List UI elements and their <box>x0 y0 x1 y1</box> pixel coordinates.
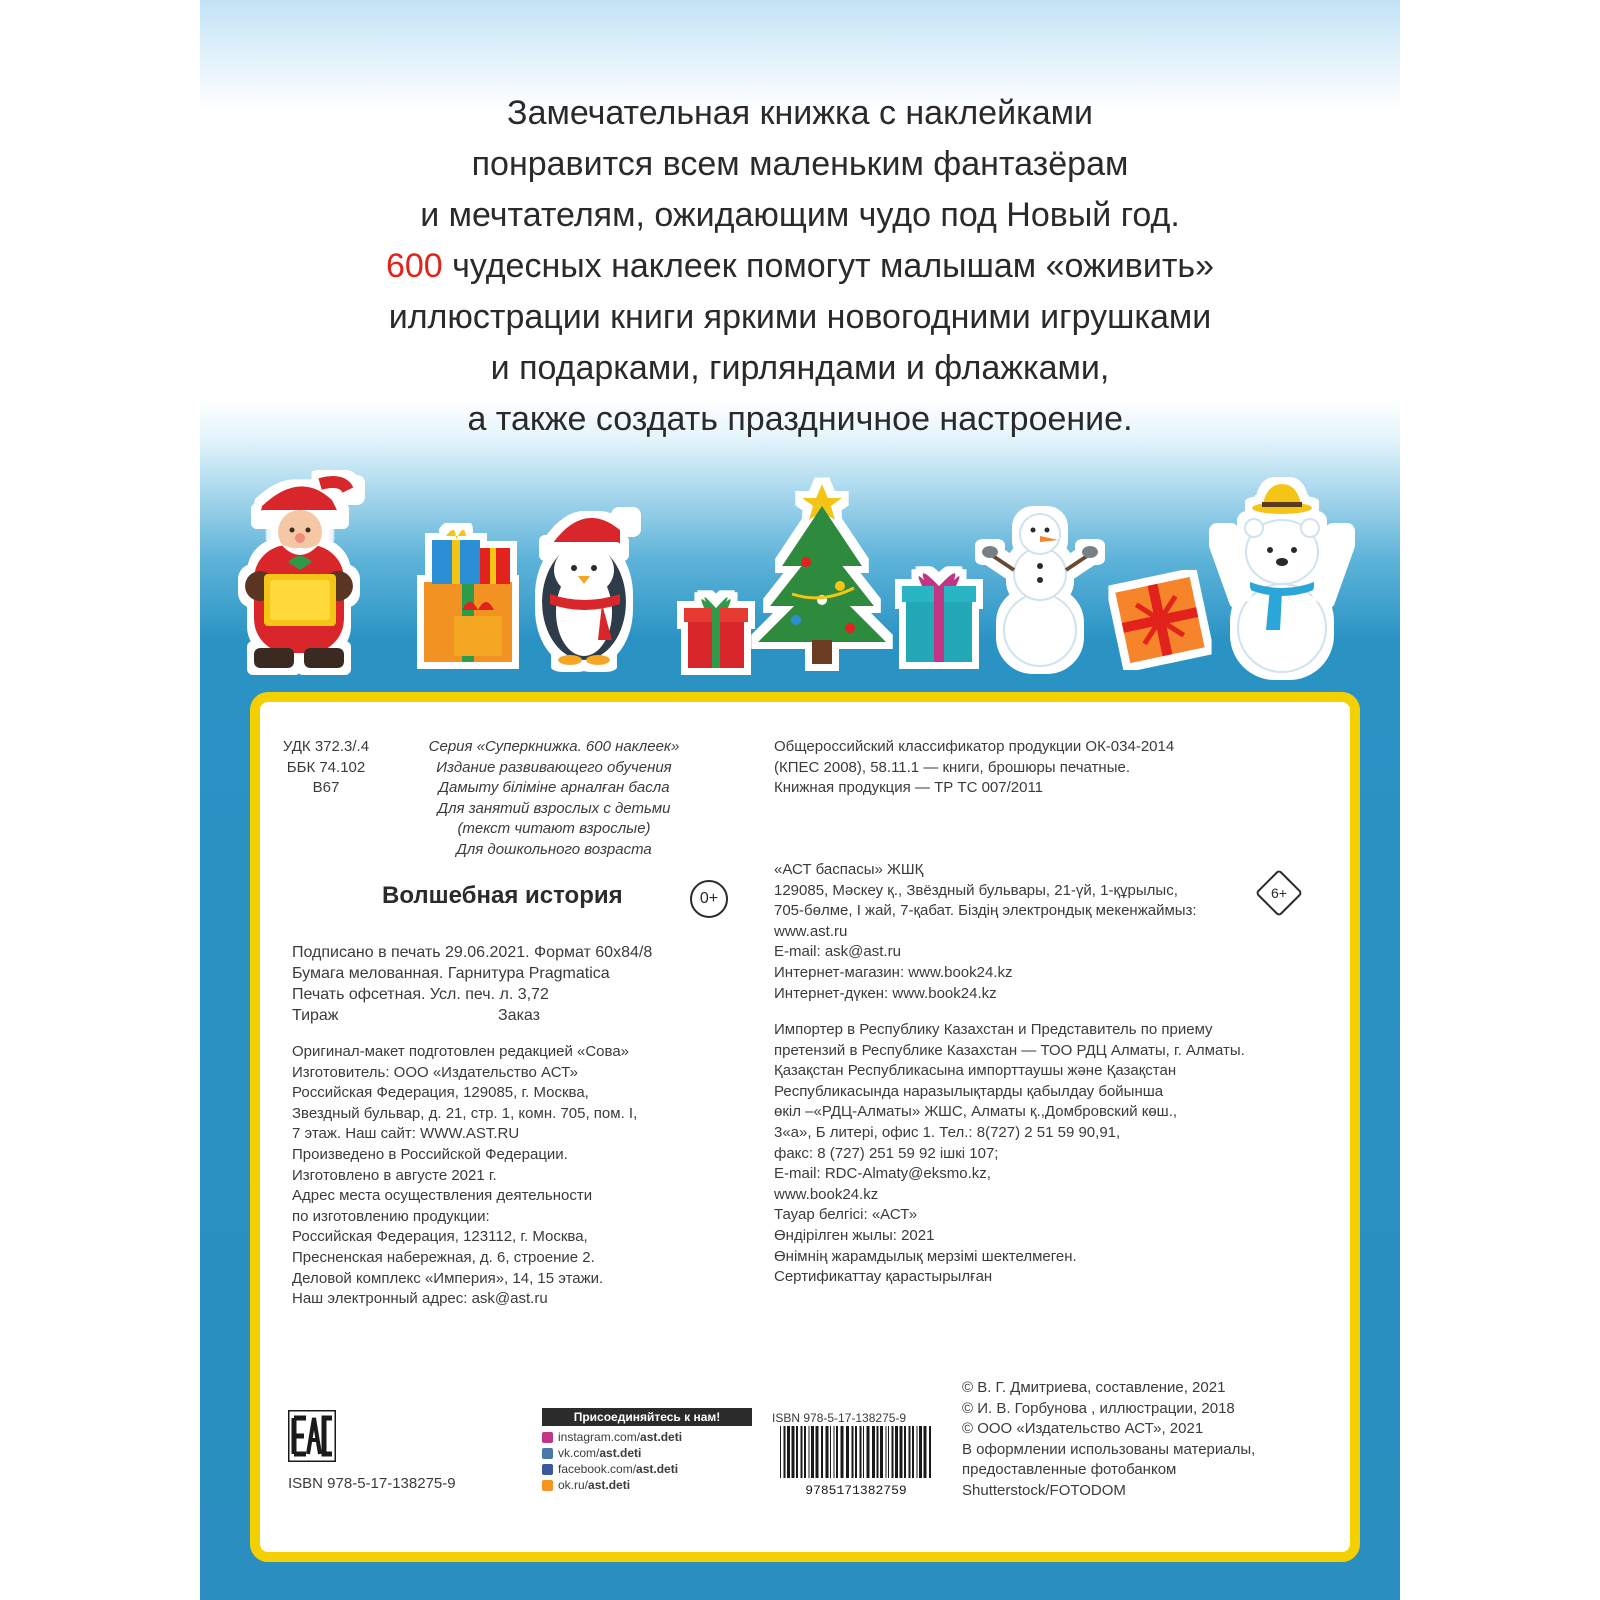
orange-gift-illustration <box>1115 577 1204 663</box>
barcode-bar <box>821 1426 823 1478</box>
intro-line: иллюстрации книги яркими новогодними игрушками <box>388 298 1212 336</box>
barcode-bar <box>852 1426 854 1478</box>
publisher-line: Изготовитель: ООО «Издательство АСТ» <box>292 1063 578 1081</box>
isbn-label: ISBN 978-5-17-138275-9 <box>288 1475 456 1492</box>
series-line: (текст читают взрослые) <box>457 820 651 838</box>
barcode-bar <box>816 1426 819 1478</box>
barcode-bar <box>792 1426 795 1478</box>
series-line: Серия «Суперкнижка. 600 наклеек» <box>428 738 680 755</box>
kz-publisher-line: «АСТ баспасы» ЖШҚ <box>774 861 924 878</box>
intro-line: а также создать праздничное настроение. <box>467 400 1133 438</box>
copyright-line: Shutterstock/FOTODOM <box>962 1481 1126 1499</box>
barcode-digits: 9785171382759 <box>805 1483 907 1496</box>
kz-publisher-line: www.ast.ru <box>774 922 848 940</box>
publisher-line: Российская Федерация, 129085, г. Москва, <box>292 1084 589 1102</box>
barcode-bar <box>834 1426 835 1478</box>
importer-line: 3«а», Б литері, офис 1. Тел.: 8(727) 2 51 59 90,91, <box>774 1123 1121 1141</box>
publisher-line: Изготовлено в августе 2021 г. <box>292 1166 497 1184</box>
publisher-line: Произведено в Российской Федерации. <box>292 1145 568 1163</box>
barcode-bar <box>804 1426 806 1478</box>
publisher-line: Российская Федерация, 123112, г. Москва, <box>292 1228 588 1246</box>
kz-publisher-line: Интернет-магазин: www.book24.kz <box>774 963 1013 981</box>
publisher-line: Звездный бульвар, д. 21, стр. 1, комн. 705, пом. I, <box>292 1104 638 1122</box>
publisher-line: Адрес места осуществления деятельности <box>292 1187 593 1205</box>
barcode-bar <box>929 1426 931 1478</box>
penguin-illustration <box>542 514 634 665</box>
kz-publisher-line: 129085, Мәскеу қ., Звёздный бульвары, 21-үй, 1-құрылыс, <box>774 881 1178 899</box>
product-classifier <box>774 737 1174 799</box>
series-line: Издание развивающего обучения <box>436 758 672 776</box>
barcode-bar <box>880 1426 883 1478</box>
print-line: Бумага мелованная. Гарнитура Pragmatica <box>292 965 610 982</box>
importer-info <box>774 1020 1245 1288</box>
social-header: Присоединяйтесь к нам! <box>542 1408 752 1426</box>
intro-line: понравится всем маленьким фантазёрам <box>471 145 1129 183</box>
barcode-bar <box>904 1426 906 1478</box>
kz-publisher-info <box>774 860 1197 1004</box>
imprint-panel <box>250 692 1360 1562</box>
importer-line: Сертификаттау қарастырылған <box>774 1268 993 1286</box>
social-handle: ast.deti <box>640 1430 683 1444</box>
importer-line: Импортер в Республику Казахстан и Представитель по приему <box>774 1021 1213 1038</box>
santa-illustration <box>245 482 358 668</box>
barcode-bar <box>900 1426 903 1478</box>
barcode-bar <box>830 1426 831 1478</box>
print-run-line <box>292 1005 652 1026</box>
intro-line: Замечательная книжка с наклейками <box>507 94 1093 132</box>
barcode-isbn-label: ISBN 978-5-17-138275-9 <box>772 1411 907 1425</box>
importer-line: Өнімнің жарамдылық мерзімі шектелмеген. <box>774 1247 1077 1265</box>
barcode-bar <box>924 1426 927 1478</box>
print-line: Печать офсетная. Усл. печ. л. 3,72 <box>292 986 549 1003</box>
importer-line: Қазақстан Республикасына импорттаушы және Қазақстан <box>774 1062 1177 1080</box>
social-link-instagram[interactable] <box>542 1429 752 1445</box>
barcode-bar <box>801 1426 803 1478</box>
print-run-label: Тираж <box>292 1007 339 1024</box>
importer-line: факс: 8 (727) 251 59 92 ішкі 107; <box>774 1144 999 1162</box>
social-site: facebook.com/ <box>558 1462 637 1476</box>
barcode-bar <box>867 1426 870 1478</box>
christmas-tree-illustration <box>758 484 886 664</box>
ok-icon <box>542 1480 553 1491</box>
barcode <box>776 1424 936 1496</box>
importer-line: Тауар белгісі: «АСТ» <box>774 1206 918 1224</box>
barcode-bar <box>809 1426 810 1478</box>
publisher-info <box>292 1042 637 1310</box>
barcode-bar <box>796 1426 798 1478</box>
intro-text <box>200 88 1400 445</box>
copyright-line: © В. Г. Дмитриева, составление, 2021 <box>962 1379 1226 1396</box>
copyright-line: © ООО «Издательство АСТ», 2021 <box>962 1420 1204 1438</box>
social-site: vk.com/ <box>558 1446 600 1460</box>
barcode-bar <box>841 1426 844 1478</box>
classification-codes <box>274 737 378 799</box>
publisher-line: по изготовлению продукции: <box>292 1207 490 1225</box>
instagram-icon <box>542 1432 553 1443</box>
classifier-line: Общероссийский классификатор продукции ОК-034-2014 <box>774 738 1175 755</box>
publisher-line: 7 этаж. Наш сайт: WWW.AST.RU <box>292 1125 520 1143</box>
importer-line: www.book24.kz <box>774 1185 879 1203</box>
importer-line: Республикасында наразылықтарды қабылдау бойынша <box>774 1082 1164 1100</box>
age-rating-6-plus-label: 6+ <box>1271 885 1287 901</box>
social-handle: ast.deti <box>636 1462 679 1476</box>
barcode-bar <box>811 1426 814 1478</box>
classifier-line: (КПЕС 2008), 58.11.1 — книги, брошюры печатные. <box>774 758 1130 776</box>
barcode-bar <box>787 1426 790 1478</box>
series-line: Дамыту біліміне арналған басла <box>438 779 670 797</box>
barcode-bar <box>895 1426 898 1478</box>
snowman-illustration <box>982 514 1098 666</box>
intro-line-rest: чудесных наклеек помогут малышам «оживить» <box>442 247 1215 285</box>
book-back-cover <box>200 0 1400 1600</box>
print-details <box>292 942 652 1026</box>
age-rating-6-plus <box>1255 869 1303 917</box>
book-title: Волшебная история <box>382 882 623 909</box>
barcode-bar <box>886 1426 887 1478</box>
intro-line <box>200 241 1400 292</box>
copyright-line: © И. В. Горбунова , иллюстрации, 2018 <box>962 1399 1235 1417</box>
barcode-bar <box>863 1426 864 1478</box>
barcode-bar <box>888 1426 889 1478</box>
social-handle: ast.deti <box>588 1478 631 1492</box>
barcode-bar <box>872 1426 875 1478</box>
christmas-characters <box>200 470 1400 710</box>
social-link-ok[interactable] <box>542 1477 752 1493</box>
eac-mark-icon <box>288 1410 336 1462</box>
bbk-code: ББК 74.102 <box>286 758 366 776</box>
barcode-bar <box>836 1426 838 1478</box>
social-links-block <box>542 1408 752 1493</box>
importer-line: E-mail: RDC-Almaty@eksmo.kz, <box>774 1165 991 1183</box>
barcode-bar <box>877 1426 879 1478</box>
barcode-bar <box>780 1426 781 1478</box>
kz-publisher-line: 705-бөлме, I жай, 7-қабат. Біздің электрондық мекенжаймыз: <box>774 902 1197 920</box>
copyright-info <box>962 1378 1255 1502</box>
polar-bear-illustration <box>1224 484 1340 672</box>
intro-line: и мечтателям, ожидающим чудо под Новый год. <box>420 196 1180 234</box>
kz-publisher-line: Интернет-дүкен: www.book24.kz <box>774 984 997 1002</box>
age-rating-0-plus: 0+ <box>690 880 728 918</box>
udk-code: УДК 372.3/.4 <box>282 738 370 755</box>
order-label: Заказ <box>498 1007 540 1024</box>
print-line: Подписано в печать 29.06.2021. Формат 60x84/8 <box>292 944 653 961</box>
importer-line: Өндірілген жылы: 2021 <box>774 1226 935 1244</box>
barcode-bar <box>919 1426 922 1478</box>
publisher-line: Оригинал-макет подготовлен редакцией «Сова» <box>292 1043 630 1060</box>
barcode-bar <box>826 1426 829 1478</box>
red-gift-illustration <box>684 597 748 668</box>
publisher-line: Наш электронный адрес: ask@ast.ru <box>292 1290 548 1308</box>
classifier-line: Книжная продукция — ТР ТС 007/2011 <box>774 779 1044 797</box>
social-handle: ast.deti <box>599 1446 642 1460</box>
publisher-line: Деловой комплекс «Империя», 14, 15 этажи. <box>292 1269 604 1287</box>
copyright-line: предоставленные фотобанком <box>962 1461 1177 1479</box>
barcode-bar <box>784 1426 786 1478</box>
importer-line: претензий в Республике Казахстан — ТОО РДЦ Алматы, г. Алматы. <box>774 1041 1245 1059</box>
barcode-bar <box>855 1426 857 1478</box>
teal-gift-illustration <box>902 573 976 662</box>
barcode-bar <box>917 1426 918 1478</box>
vk-icon <box>542 1448 553 1459</box>
social-link-facebook[interactable] <box>542 1461 752 1477</box>
social-link-vk[interactable] <box>542 1445 752 1461</box>
social-site: ok.ru/ <box>558 1478 589 1492</box>
author-index: В67 <box>312 779 340 797</box>
barcode-bars <box>780 1426 931 1478</box>
barcode-bar <box>846 1426 849 1478</box>
series-line: Для дошкольного возраста <box>456 840 652 858</box>
gift-stack-illustration <box>424 530 512 662</box>
barcode-bar <box>860 1426 862 1478</box>
sticker-count: 600 <box>385 247 443 285</box>
importer-line: өкіл –«РДЦ-Алматы» ЖШС, Алматы қ.,Домбровский көш., <box>774 1103 1178 1121</box>
series-line: Для занятий взрослых с детьми <box>437 799 671 817</box>
intro-line: и подарками, гирляндами и флажками, <box>490 349 1110 387</box>
kz-publisher-line: E-mail: ask@ast.ru <box>774 943 901 961</box>
facebook-icon <box>542 1464 553 1475</box>
barcode-bar <box>892 1426 894 1478</box>
series-info <box>390 737 718 861</box>
copyright-line: В оформлении использованы материалы, <box>962 1440 1256 1458</box>
social-site: instagram.com/ <box>558 1430 641 1444</box>
barcode-bar <box>909 1426 911 1478</box>
barcode-bar <box>912 1426 914 1478</box>
publisher-line: Пресненская набережная, д. 6, строение 2. <box>292 1248 595 1266</box>
